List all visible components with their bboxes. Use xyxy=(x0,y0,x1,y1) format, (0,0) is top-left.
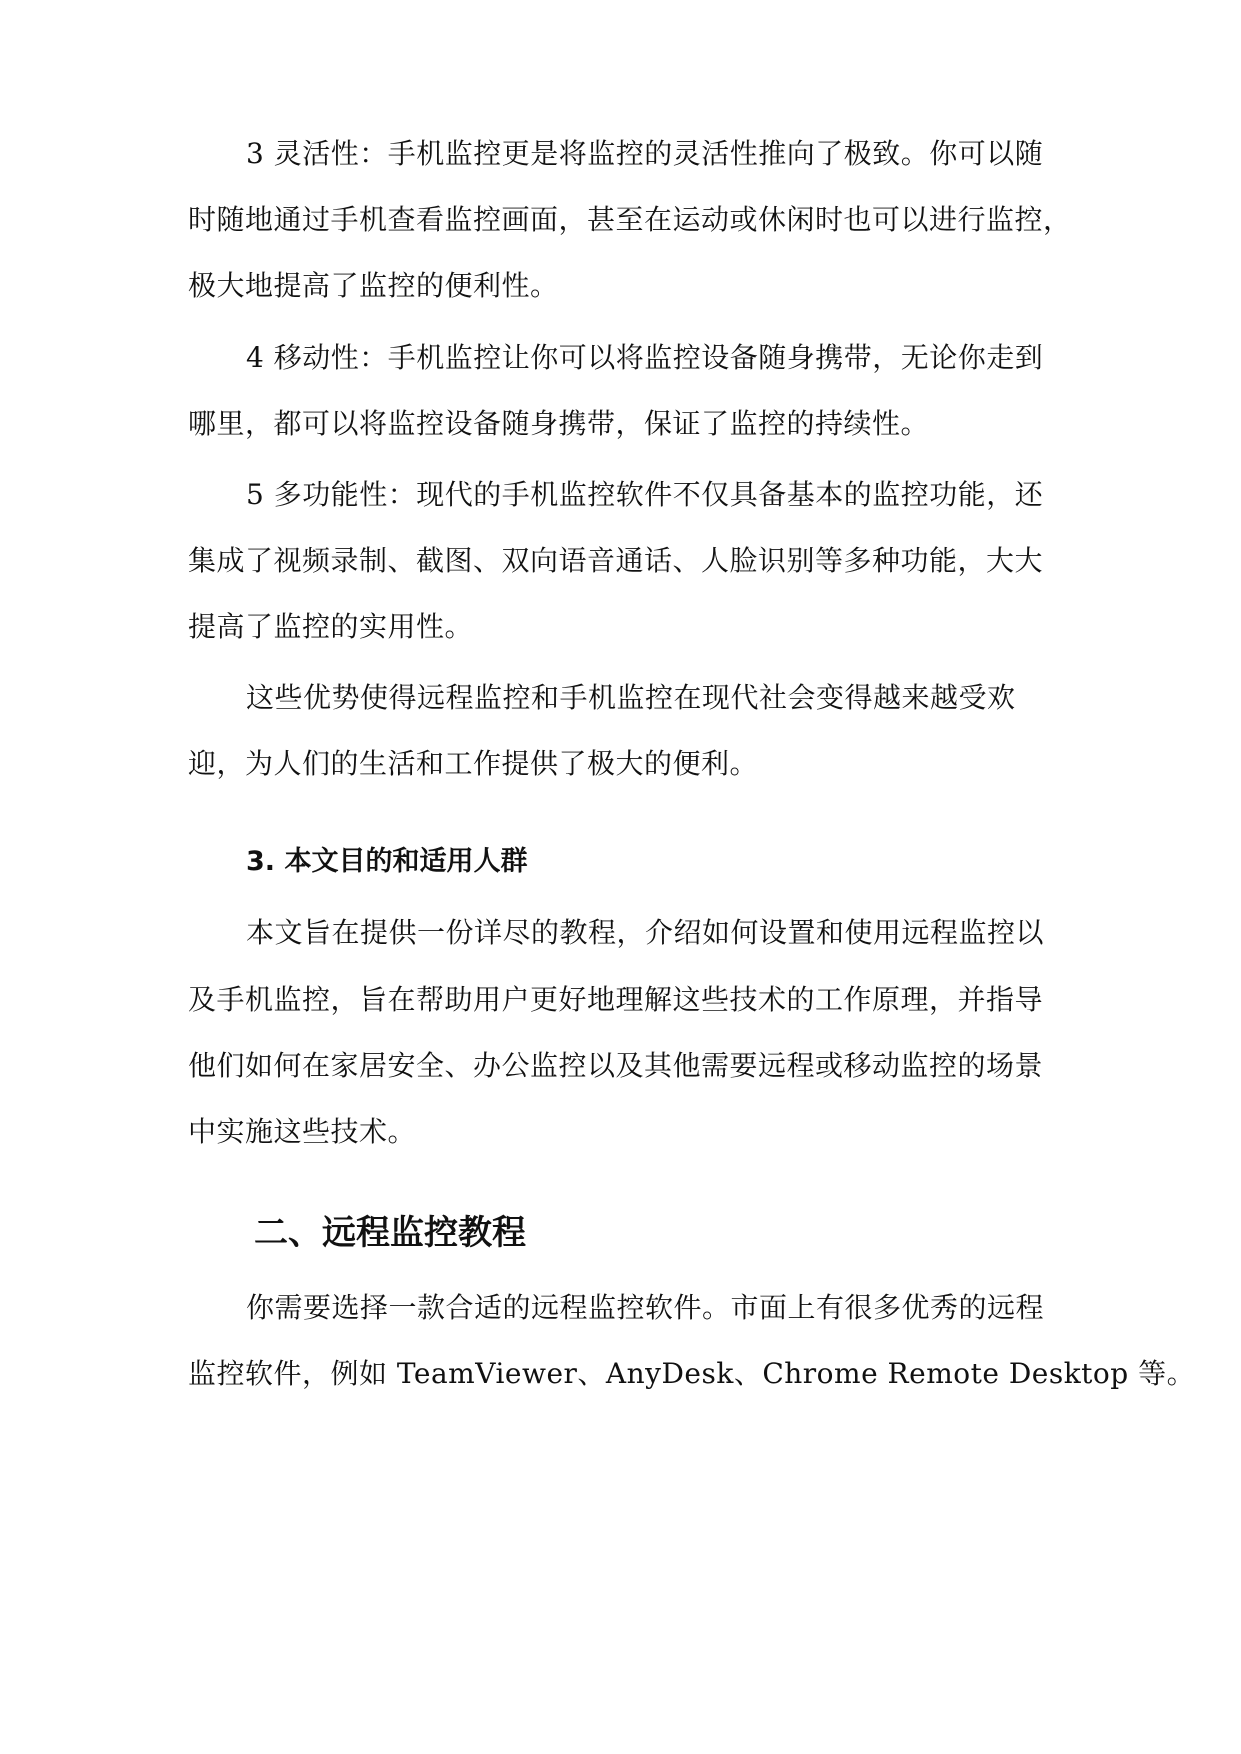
paragraph-software-line-1: 你需要选择一款合适的远程监控软件。市面上有很多优秀的远程 xyxy=(246,1291,1045,1324)
paragraph-summary-line-2: 迎，为人们的生活和工作提供了极大的便利。 xyxy=(188,747,759,780)
paragraph-purpose-line-1: 本文旨在提供一份详尽的教程，介绍如何设置和使用远程监控以 xyxy=(246,916,1045,949)
paragraph-purpose-line-3: 他们如何在家居安全、办公监控以及其他需要远程或移动监控的场景 xyxy=(188,1049,1044,1082)
chapter-heading-remote-monitoring: 二、远程监控教程 xyxy=(254,1213,526,1253)
section-heading-purpose: 3. 本文目的和适用人群 xyxy=(246,846,528,877)
paragraph-purpose-line-4: 中实施这些技术。 xyxy=(188,1115,417,1148)
paragraph-flexibility-line-3: 极大地提高了监控的便利性。 xyxy=(188,269,559,302)
paragraph-mobility-line-1: 4 移动性：手机监控让你可以将监控设备随身携带，无论你走到 xyxy=(246,341,1044,374)
paragraph-summary-line-1: 这些优势使得远程监控和手机监控在现代社会变得越来越受欢 xyxy=(246,681,1016,714)
paragraph-flexibility-line-1: 3 灵活性：手机监控更是将监控的灵活性推向了极致。你可以随 xyxy=(246,137,1044,170)
paragraph-mobility-line-2: 哪里，都可以将监控设备随身携带，保证了监控的持续性。 xyxy=(188,407,930,440)
paragraph-multifunction-line-1: 5 多功能性：现代的手机监控软件不仅具备基本的监控功能，还 xyxy=(246,478,1044,511)
paragraph-multifunction-line-3: 提高了监控的实用性。 xyxy=(188,610,474,643)
paragraph-purpose-line-2: 及手机监控，旨在帮助用户更好地理解这些技术的工作原理，并指导 xyxy=(188,983,1044,1016)
paragraph-flexibility-line-2: 时随地通过手机查看监控画面，甚至在运动或休闲时也可以进行监控， xyxy=(188,203,1072,236)
paragraph-software-line-2: 监控软件，例如 TeamViewer、AnyDesk、Chrome Remote Desktop 等。 xyxy=(188,1357,1196,1390)
paragraph-multifunction-line-2: 集成了视频录制、截图、双向语音通话、人脸识别等多种功能，大大 xyxy=(188,544,1044,577)
